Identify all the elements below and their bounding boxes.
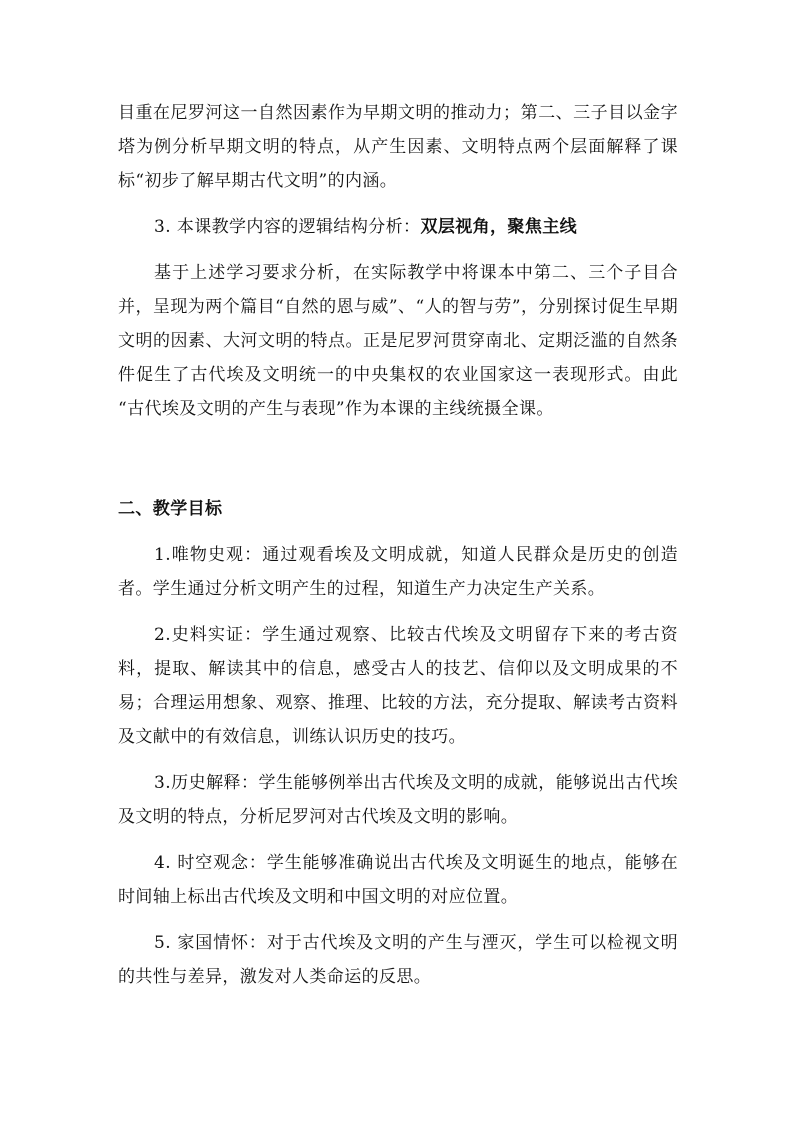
- section-heading-teaching-goals: 二、教学目标: [118, 499, 223, 519]
- structure-analysis-prefix: 3. 本课教学内容的逻辑结构分析：: [154, 217, 421, 237]
- goal-item: 1.唯物史观：通过观看埃及文明成就，知道人民群众是历史的创造者。学生通过分析文明产生的过程，知道生产力决定生产关系。: [118, 545, 678, 599]
- paragraph-structure-analysis: [118, 210, 678, 244]
- paragraph-continuation: 目重在尼罗河这一自然因素作为早期文明的推动力；第二、三子目以金字塔为例分析早期文明的特点，从产生因素、文明特点两个层面解释了课标“初步了解早期古代文明”的内涵。: [118, 103, 678, 191]
- document-page: [118, 96, 678, 994]
- structure-analysis-bold: 双层视角，聚焦主线: [420, 217, 578, 237]
- goal-item: 5. 家国情怀：对于古代埃及文明的产生与湮灭，学生可以检视文明的共性与差异，激发对人类命运的反思。: [118, 933, 678, 987]
- paragraph-basis: 基于上述学习要求分析，在实际教学中将课本中第二、三个子目合并，呈现为两个篇目“自然的恩与威”、“人的智与劳”，分别探讨促生早期文明的因素、大河文明的特点。正是尼罗河贯穿南北、定期泛滥的自然条件促生了古代埃及文明统一的中央集权的农业国家这一表现形式。由此 “古代埃及文明的产生与表现”作为本课的主线统摄全课。: [118, 263, 678, 419]
- goal-item: 4. 时空观念：学生能够准确说出古代埃及文明诞生的地点，能够在时间轴上标出古代埃及文明和中国文明的对应位置。: [118, 853, 678, 907]
- goal-item: 2.史料实证：学生通过观察、比较古代埃及文明留存下来的考古资料，提取、解读其中的信息，感受古人的技艺、信仰以及文明成果的不易；合理运用想象、观察、推理、比较的方法，充分提取、解读考古资料及文献中的有效信息，训练认识历史的技巧。: [118, 625, 678, 747]
- goal-item: 3.历史解释：学生能够例举出古代埃及文明的成就，能够说出古代埃及文明的特点，分析尼罗河对古代埃及文明的影响。: [118, 773, 678, 827]
